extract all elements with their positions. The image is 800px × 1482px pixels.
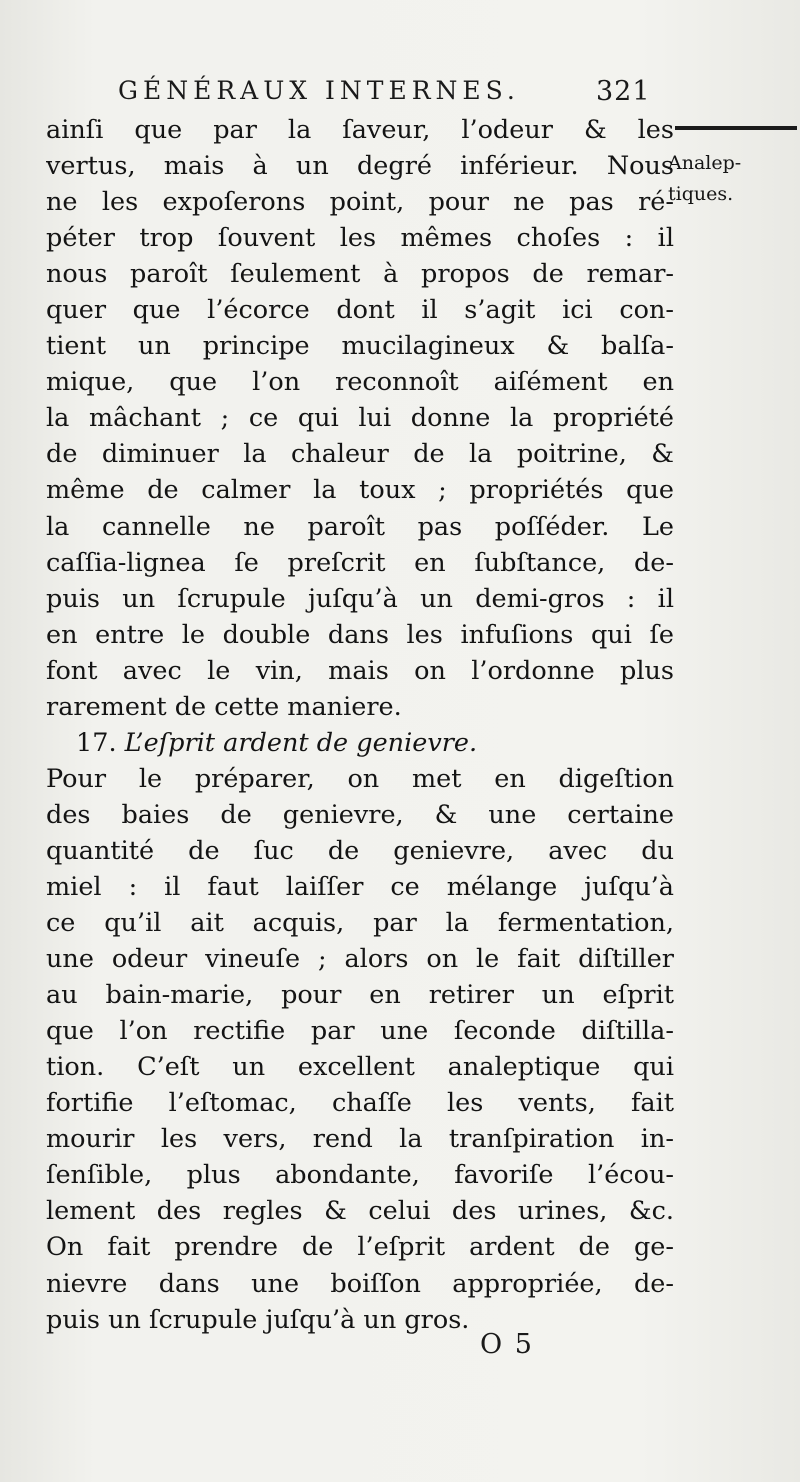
page-number: 321 <box>596 76 651 107</box>
text-line: nous paroît ſeulement à propos de remar- <box>46 259 674 290</box>
text-line: de diminuer la chaleur de la poitrine, & <box>46 439 674 470</box>
section-title: L’eſprit ardent de genievre. <box>124 727 478 758</box>
margin-rule <box>675 126 797 130</box>
text-line: la cannelle ne paroît pas poſſéder. Le <box>46 511 674 542</box>
body-text <box>46 112 674 1338</box>
text-line: On fait prendre de l’eſprit ardent de ge- <box>46 1232 674 1263</box>
text-line: que l’on rectifie par une ſeconde diſtilla- <box>46 1016 674 1047</box>
running-head: GÉNÉRAUX INTERNES. <box>118 76 520 105</box>
text-line: en entre le double dans les infuſions qui ſe <box>46 619 674 650</box>
margin-note-line: tiques. <box>668 183 734 205</box>
margin-note-line: Analep- <box>668 152 742 174</box>
text-line: mique, que l’on reconnoît aiſément en <box>46 367 674 398</box>
text-line: Pour le préparer, on met en digeſtion <box>46 763 674 794</box>
text-line: miel : il faut laiſſer ce mélange juſqu’à <box>46 871 674 902</box>
text-line: tion. C’eſt un excellent analeptique qui <box>46 1052 674 1083</box>
text-line: nievre dans une boiſſon appropriée, de- <box>46 1268 674 1299</box>
text-line: même de calmer la toux ; propriétés que <box>46 475 674 506</box>
text-line: puis un ſcrupule juſqu’à un gros. <box>46 1304 470 1335</box>
text-line: caſſia-lignea ſe preſcrit en ſubſtance, de- <box>46 547 674 578</box>
text-line: vertus, mais à un degré inférieur. Nous <box>46 151 674 182</box>
signature-mark: O 5 <box>480 1329 534 1360</box>
margin-note <box>668 148 798 210</box>
text-line: fortifie l’eſtomac, chaſſe les vents, fait <box>46 1088 674 1119</box>
text-line: quer que l’écorce dont il s’agit ici con- <box>46 295 674 326</box>
text-line: au bain-marie, pour en retirer un eſprit <box>46 980 674 1011</box>
text-line: rarement de cette maniere. <box>46 691 402 722</box>
text-line: ce qu’il ait acquis, par la fermentation, <box>46 908 674 939</box>
text-line: puis un ſcrupule juſqu’à un demi-gros : il <box>46 583 674 614</box>
text-line: ne les expoſerons point, pour ne pas ré- <box>46 187 674 218</box>
text-line: lement des regles & celui des urines, &c. <box>46 1196 674 1227</box>
text-line: mourir les vers, rend la tranſpiration in- <box>46 1124 674 1155</box>
section-heading <box>46 725 674 761</box>
text-line: ſenſible, plus abondante, favoriſe l’écou- <box>46 1160 674 1191</box>
text-line: des baies de genievre, & une certaine <box>46 799 674 830</box>
text-line: ainſi que par la ſaveur, l’odeur & les <box>46 115 674 145</box>
text-line: tient un principe mucilagineux & balſa- <box>46 331 674 362</box>
text-line: une odeur vineuſe ; alors on le fait diſtiller <box>46 944 674 975</box>
text-line: quantité de ſuc de genievre, avec du <box>46 835 674 866</box>
text-line: péter trop ſouvent les mêmes choſes : il <box>46 223 674 254</box>
section-number: 17. <box>76 727 117 758</box>
text-line: la mâchant ; ce qui lui donne la propriété <box>46 403 674 434</box>
text-line: font avec le vin, mais on l’ordonne plus <box>46 655 674 686</box>
